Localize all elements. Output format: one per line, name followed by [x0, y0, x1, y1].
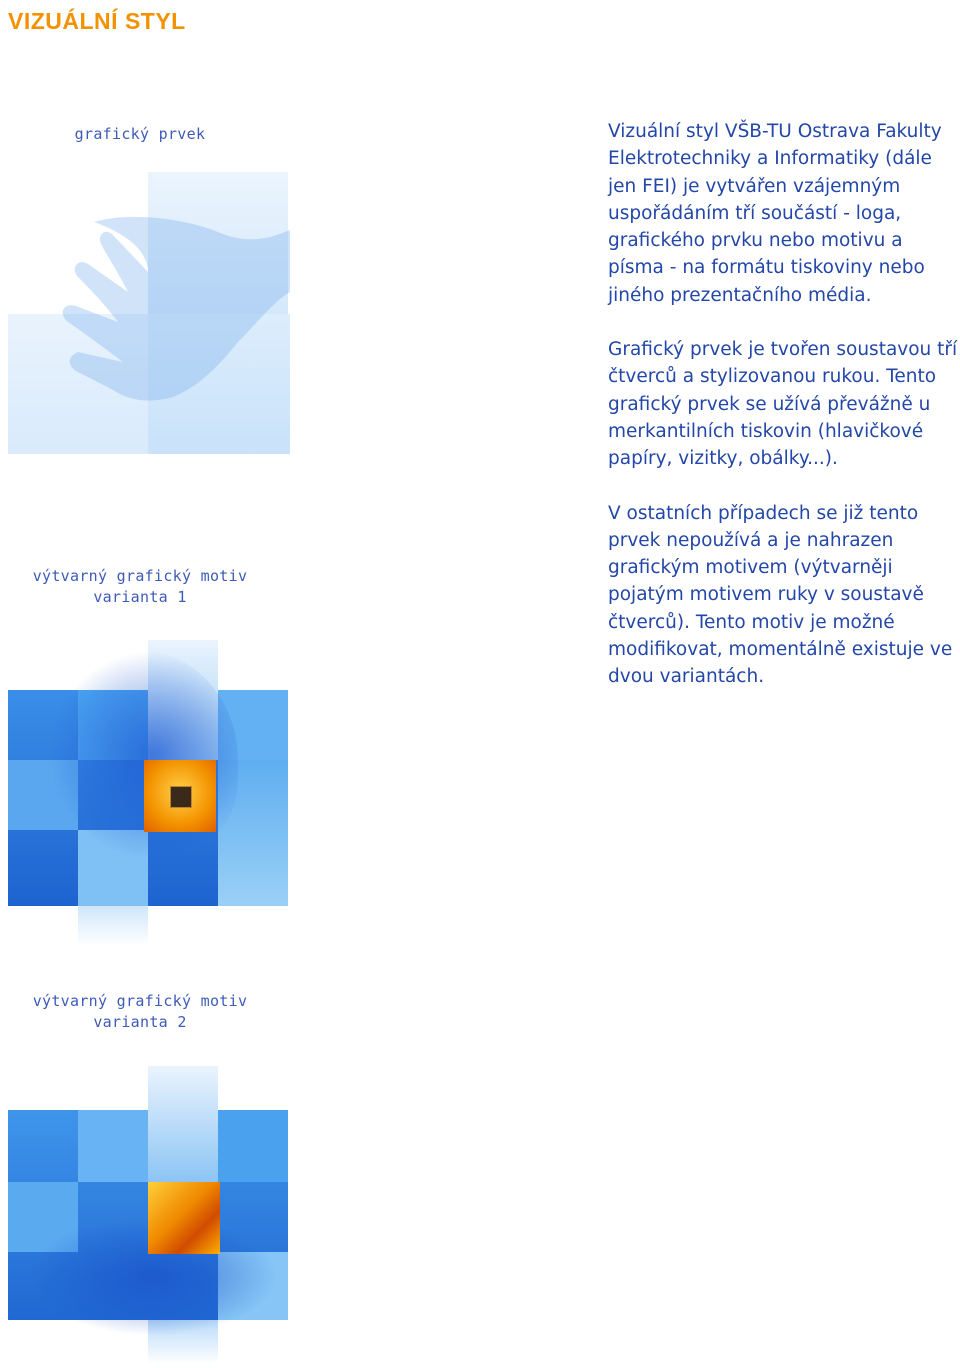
caption-line: grafický prvek — [74, 125, 206, 143]
fiber-cable-icon — [148, 1182, 220, 1254]
caption-line: výtvarný grafický motiv — [32, 567, 248, 585]
square-tile — [78, 1110, 148, 1182]
caption-line: výtvarný grafický motiv — [32, 992, 248, 1010]
page-title: VIZUÁLNÍ STYL — [8, 8, 186, 34]
square-tile — [148, 1066, 218, 1182]
square-tile — [78, 906, 148, 946]
caption-line: varianta 1 — [93, 588, 187, 606]
art-motif-variant-2-image — [8, 1066, 288, 1364]
caption-variant-2 — [20, 991, 260, 1033]
description-text — [608, 118, 960, 718]
paragraph: Vizuální styl VŠB-TU Ostrava Fakulty Elektrotechniky a Informatiky (dále jen FEI) je vytvářen vzájemným uspořádáním tří součástí - loga, grafického prvku nebo motivu a písma - na formátu tiskoviny nebo jiného prezentačního média. — [608, 121, 942, 306]
caption-graphic-element — [20, 124, 260, 145]
graphic-element-image — [8, 172, 290, 454]
chip-die-icon — [170, 786, 192, 808]
caption-variant-1 — [20, 566, 260, 608]
paragraph: Grafický prvek je tvořen soustavou tří čtverců a stylizovanou rukou. Tento grafický prvek se užívá převážně u merkantilních tiskovin (hlavičkové papíry, vizitky, obálky...). — [608, 339, 958, 470]
caption-line: varianta 2 — [93, 1013, 187, 1031]
square-tile — [218, 1110, 288, 1182]
stylized-hand-icon — [8, 172, 290, 454]
paragraph: V ostatních případech se již tento prvek nepoužívá a je nahrazen grafickým motivem (výtvarněji pojatým motivem ruky v soustavě čtverců). Tento motiv je možné modifikovat, momentálně existuje ve dvou variantách. — [608, 502, 953, 688]
art-motif-variant-1-image — [8, 640, 288, 946]
